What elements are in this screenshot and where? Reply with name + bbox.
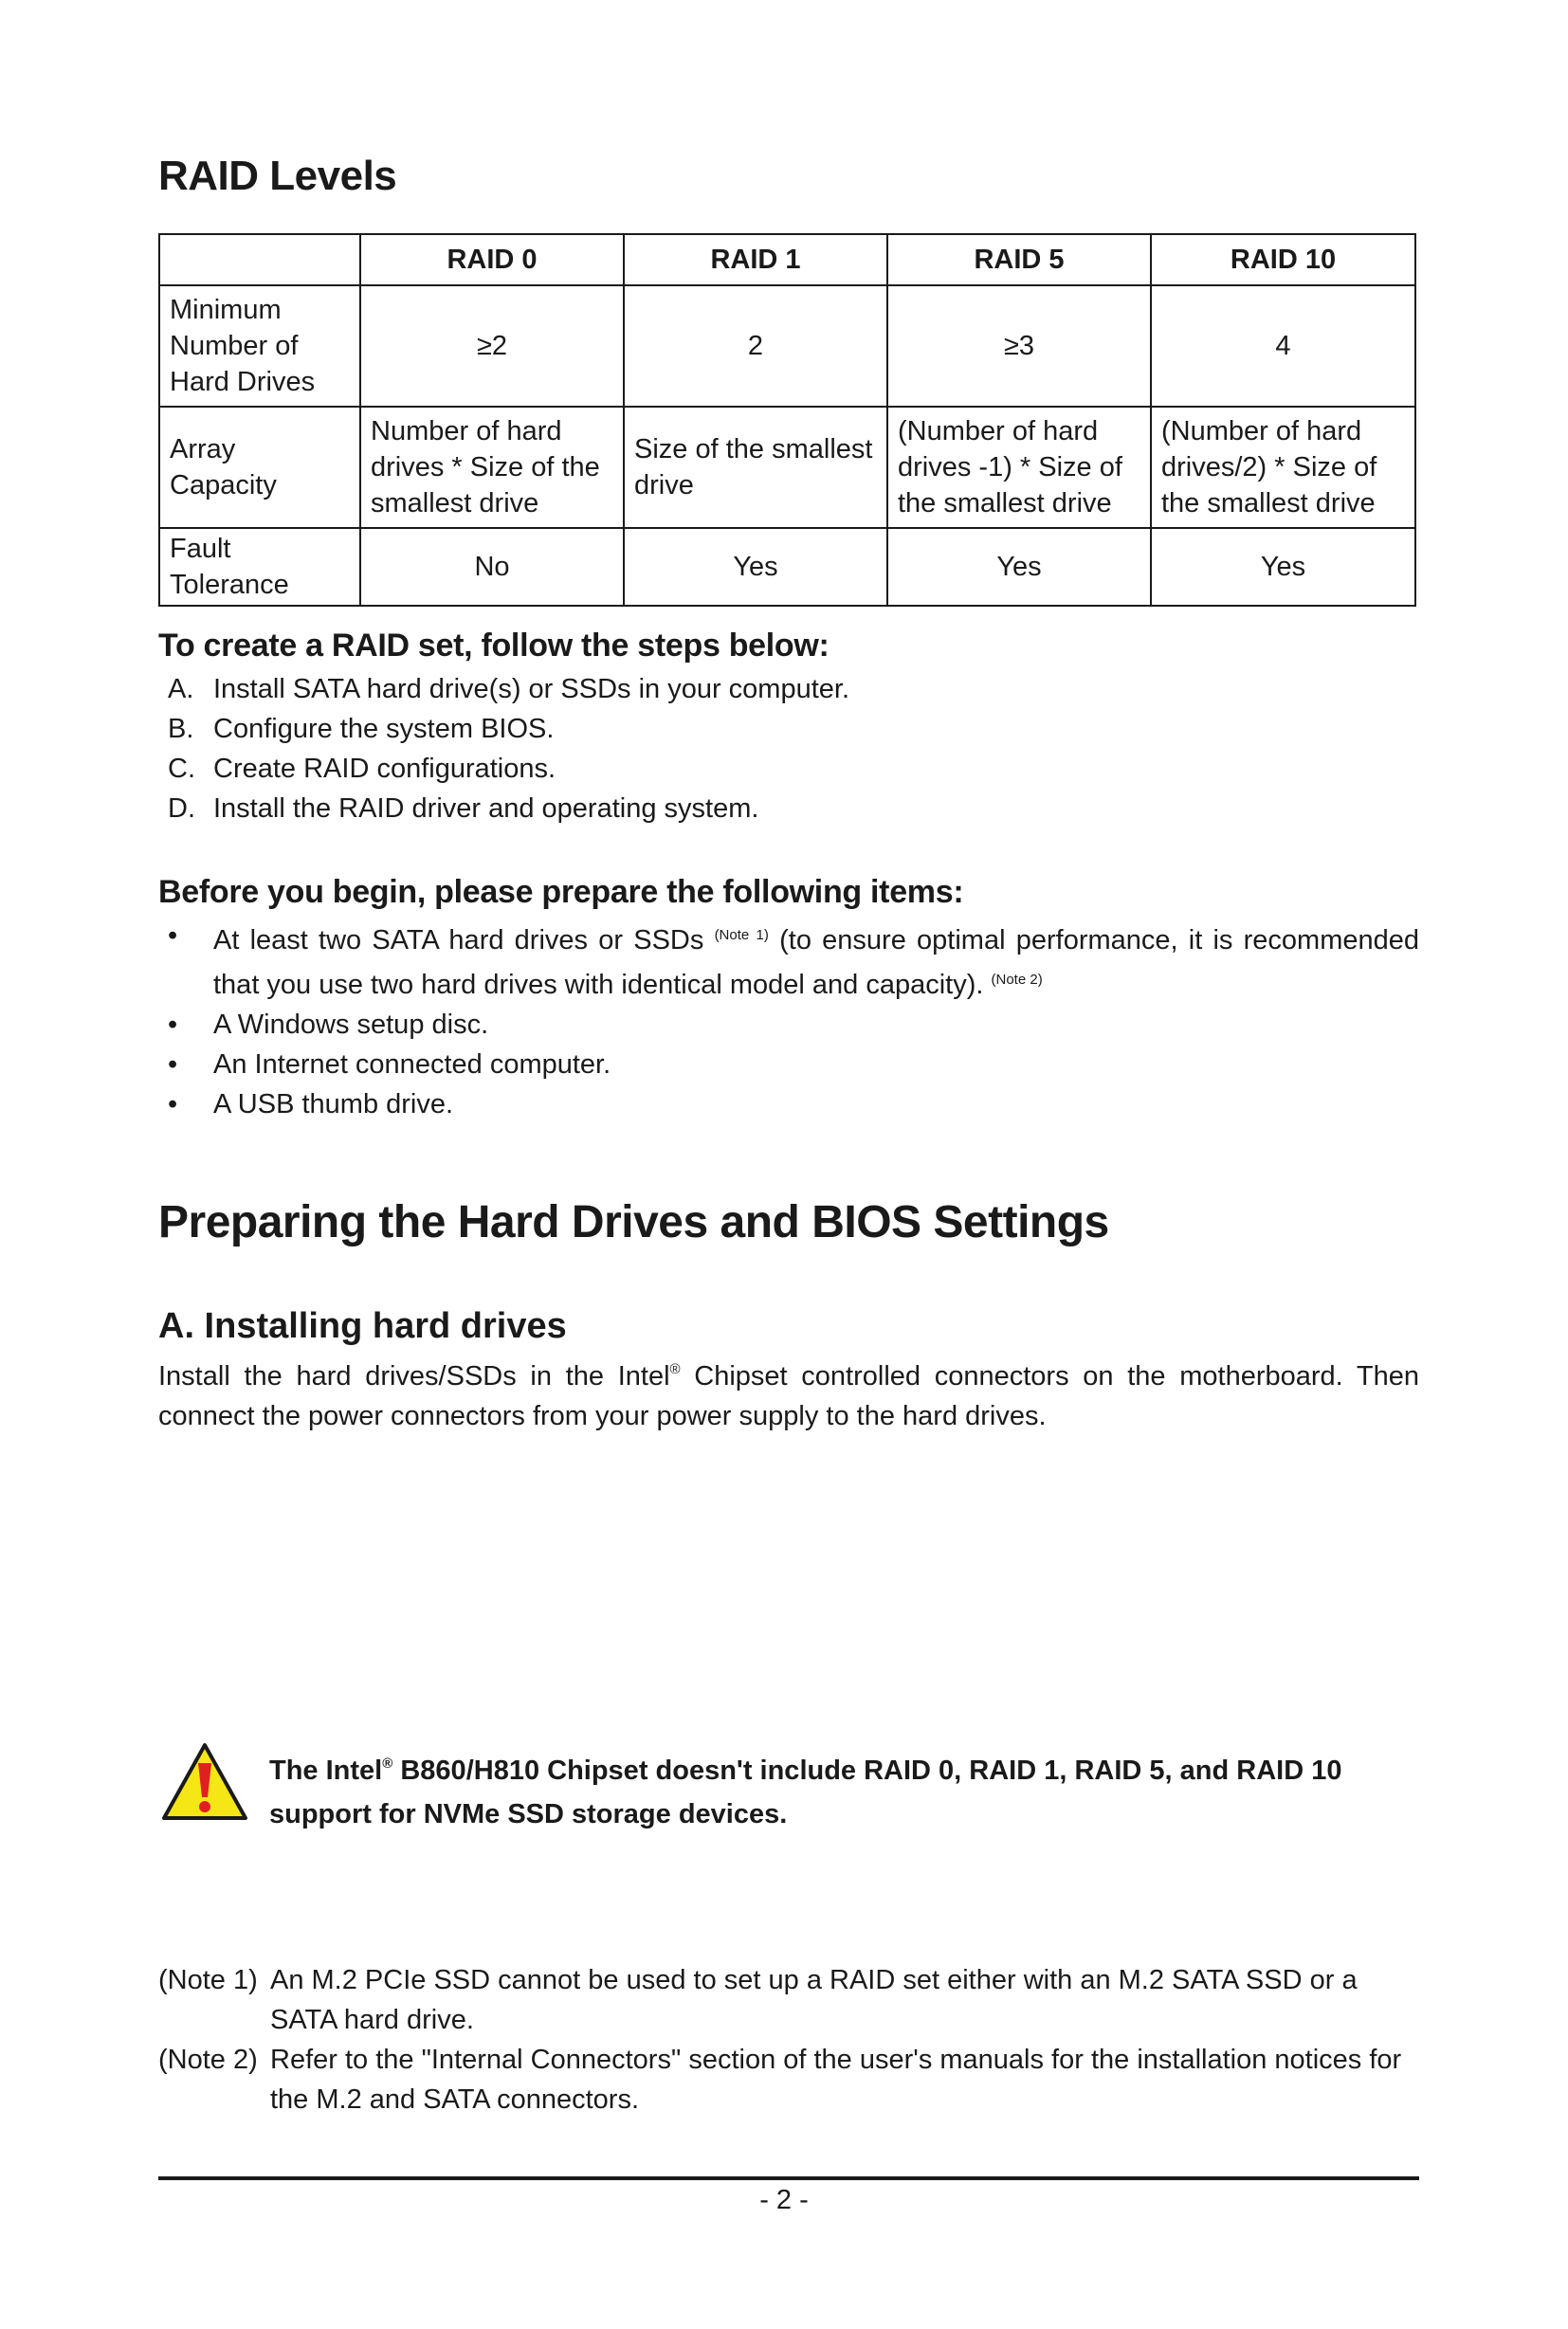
step-letter: D. (168, 793, 195, 824)
section-title: Preparing the Hard Drives and BIOS Settings (158, 1197, 1109, 1247)
raid-levels-table (158, 233, 1416, 607)
table-cell: (Number of hard drives/2) * Size of the smallest drive (1151, 407, 1415, 528)
footnote-text: Refer to the "Internal Connectors" section of the user's manuals for the installation notices for the M.2 and SATA connectors. (270, 2045, 1402, 2115)
bullet: • (168, 1089, 178, 1119)
table-row (159, 407, 1415, 528)
step-text: Install the RAID driver and operating system. (213, 793, 759, 824)
table-header-row (159, 234, 1415, 285)
row-label-min-drives: Minimum Number of Hard Drives (159, 285, 360, 407)
list-item (168, 749, 849, 789)
table-cell: Yes (887, 528, 1151, 606)
table-cell: 2 (624, 285, 887, 407)
table-header-raid1: RAID 1 (624, 234, 887, 285)
install-text: Chipset controlled connectors on the motherboard. Then connect the power connectors from your power supply to the hard drives. (158, 1361, 1419, 1431)
list-item (168, 916, 1419, 1005)
step-text: Create RAID configurations. (213, 754, 556, 784)
table-cell: 4 (1151, 285, 1415, 407)
steps-list (168, 669, 849, 828)
table-cell: No (360, 528, 624, 606)
prepare-list (168, 916, 1419, 1124)
table-header-raid0: RAID 0 (360, 234, 624, 285)
install-text: Install the hard drives/SSDs in the Intel (158, 1361, 670, 1392)
table-cell: Size of the smallest drive (624, 407, 887, 528)
list-item (168, 1084, 1419, 1124)
list-item (168, 709, 849, 749)
warning-text-part: The Intel (269, 1756, 383, 1786)
step-letter: B. (168, 714, 194, 744)
prepare-item-text: At least two SATA hard drives or SSDs (213, 925, 704, 955)
table-cell: ≥3 (887, 285, 1151, 407)
steps-heading: To create a RAID set, follow the steps below: (158, 628, 830, 664)
step-text: Configure the system BIOS. (213, 714, 555, 744)
note-ref: (Note 1) (714, 927, 769, 943)
step-letter: C. (168, 754, 195, 784)
warning-triangle-icon (161, 1742, 248, 1822)
bullet: • (168, 920, 178, 951)
warning-text (269, 1742, 1416, 1836)
bullet: • (168, 1049, 178, 1080)
footnote-text: An M.2 PCIe SSD cannot be used to set up a RAID set either with an M.2 SATA SSD or a SATA hard drive. (270, 1965, 1358, 2035)
footnote-label: (Note 2) (158, 2045, 258, 2075)
table-cell: Yes (1151, 528, 1415, 606)
row-label-fault-tolerance: Fault Tolerance (159, 528, 360, 606)
list-item (168, 669, 849, 709)
prepare-item-text: An Internet connected computer. (213, 1049, 611, 1080)
footnotes (158, 1960, 1424, 2120)
list-item (168, 789, 849, 828)
prepare-item-text: (to ensure optimal performance, it is recommended that you use two hard drives with identical model and capacity). (213, 925, 1419, 1000)
list-item (168, 1045, 1419, 1084)
table-cell: Number of hard drives * Size of the smallest drive (360, 407, 624, 528)
step-letter: A. (168, 674, 194, 704)
table-cell: Yes (624, 528, 887, 606)
prepare-item-text: A Windows setup disc. (213, 1010, 489, 1040)
install-heading: A. Installing hard drives (158, 1306, 567, 1346)
footnote (158, 2040, 1424, 2120)
note-ref: (Note 2) (991, 972, 1043, 988)
table-header-raid5: RAID 5 (887, 234, 1151, 285)
prepare-heading: Before you begin, please prepare the following items: (158, 874, 964, 910)
table-cell: (Number of hard drives -1) * Size of the smallest drive (887, 407, 1151, 528)
row-label-array-capacity: Array Capacity (159, 407, 360, 528)
footnote-label: (Note 1) (158, 1965, 258, 1995)
bullet: • (168, 1010, 178, 1040)
registered-mark: ® (382, 1756, 393, 1772)
page-number: - 2 - (759, 2185, 809, 2215)
install-paragraph (158, 1350, 1419, 1436)
step-text: Install SATA hard drive(s) or SSDs in your computer. (213, 674, 850, 704)
registered-mark: ® (669, 1361, 681, 1377)
table-row (159, 285, 1415, 407)
table-cell: ≥2 (360, 285, 624, 407)
table-header-raid10: RAID 10 (1151, 234, 1415, 285)
warning-text-part: B860/H810 Chipset doesn't include RAID 0, RAID 1, RAID 5, and RAID 10 support for NVMe SSD storage devices. (269, 1756, 1342, 1829)
prepare-item-text: A USB thumb drive. (213, 1089, 454, 1119)
page-title: RAID Levels (158, 153, 397, 199)
table-row (159, 528, 1415, 606)
footnote (158, 1960, 1424, 2040)
list-item (168, 1005, 1419, 1045)
table-header-empty (159, 234, 360, 285)
